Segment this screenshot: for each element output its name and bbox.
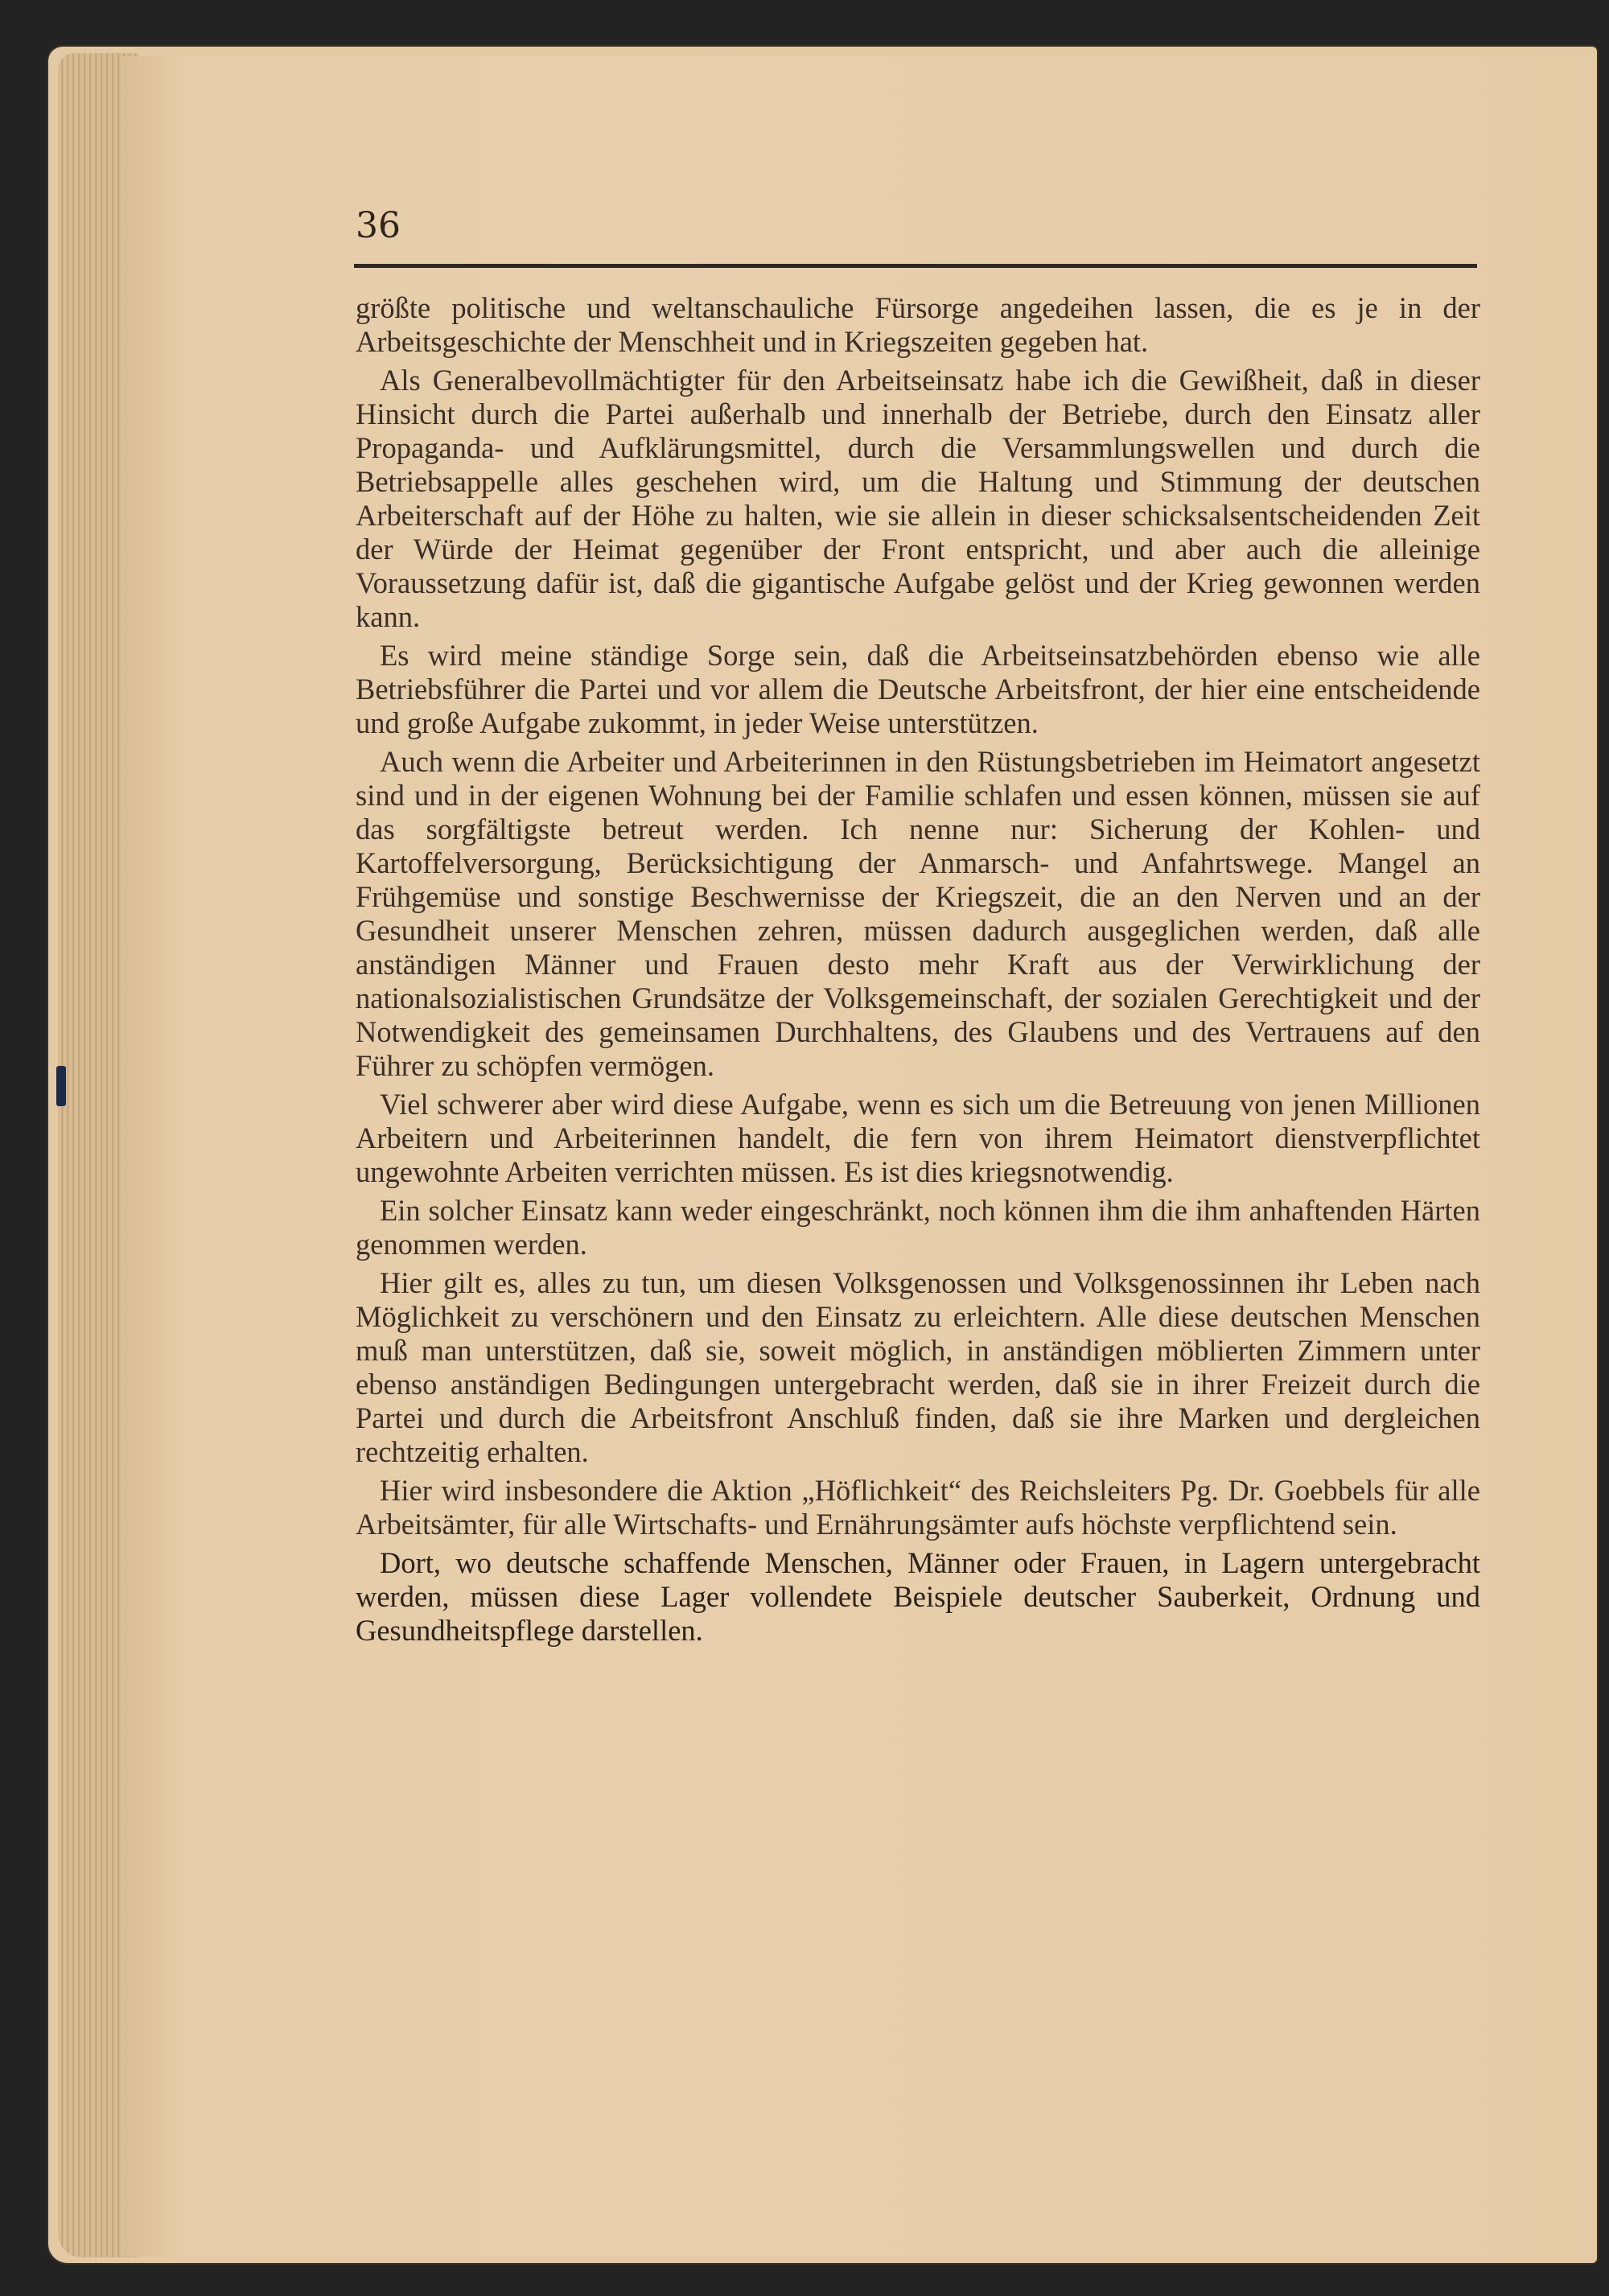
spine-mark	[56, 1066, 66, 1106]
paragraph: Ein solcher Einsatz kann weder eingeschränkt, noch können ihm die ihm anhaftenden Härten genommen werden.	[356, 1194, 1480, 1261]
paragraph: Hier gilt es, alles zu tun, um diesen Volksgenossen und Volksgenossinnen ihr Leben nach Möglichkeit zu verschönern und den Einsatz zu erleichtern. Alle diese deutschen Menschen muß man unterstützen, daß sie, soweit möglich, in anständigen möblierten Zimmern unter ebenso anständigen Bedingungen untergebracht werden, daß sie in ihrer Freizeit durch die Partei und durch die Arbeitsfront Anschluß finden, daß sie ihre Marken und dergleichen rechtzeitig erhalten.	[356, 1266, 1480, 1468]
paragraph: Auch wenn die Arbeiter und Arbeiterinnen in den Rüstungsbetrieben im Heimatort angesetzt sind und in der eigenen Wohnung bei der Familie schlafen und essen können, müssen sie auf das sorgfältigste betreut werden. Ich nenne nur: Sicherung der Kohlen- und Kartoffelversorgung, Berücksichtigung der Anmarsch- und Anfahrtswege. Mangel an Frühgemüse und sonstige Beschwernisse der Kriegszeit, die an den Nerven und an der Gesundheit unserer Menschen zehren, müssen dadurch ausgeglichen werden, daß alle anständigen Männer und Frauen desto mehr Kraft aus der Verwirklichung der nationalsozialistischen Grundsätze der Volksgemeinschaft, der sozialen Gerechtigkeit und der Notwendigkeit des gemeinsamen Durchhaltens, des Glaubens und des Vertrauens auf den Führer zu schöpfen vermögen.	[356, 745, 1480, 1082]
paragraph: Viel schwerer aber wird diese Aufgabe, wenn es sich um die Betreuung von jenen Millionen Arbeitern und Arbeiterinnen handelt, die fern von ihrem Heimatort dienstverpflichtet ungewohnte Arbeiten verrichten müssen. Es ist dies kriegsnotwendig.	[356, 1088, 1480, 1188]
page-number: 36	[356, 205, 401, 246]
paragraph: Als Generalbevollmächtigter für den Arbeitseinsatz habe ich die Gewißheit, daß in dieser Hinsicht durch die Partei außerhalb und innerhalb der Betriebe, durch den Einsatz aller Propaganda- und Aufklärungsmittel, durch die Versammlungswellen und durch die Betriebsappelle alles geschehen wird, um die Haltung und Stimmung der deutschen Arbeiterschaft auf der Höhe zu halten, wie sie allein in dieser schicksalsentscheidenden Zeit der Würde der Heimat gegenüber der Front entspricht, und aber auch die alleinige Voraussetzung dafür ist, daß die gigantische Aufgabe gelöst und der Krieg gewonnen werden kann.	[356, 364, 1480, 633]
body-text	[356, 291, 1480, 1652]
paragraph: Hier wird insbesondere die Aktion „Höflichkeit“ des Reichsleiters Pg. Dr. Goebbels für alle Arbeitsämter, für alle Wirtschafts- und Ernährungsämter aufs höchste verpflichtend sein.	[356, 1474, 1480, 1541]
paragraph: Es wird meine ständige Sorge sein, daß die Arbeitseinsatzbehörden ebenso wie alle Betriebsführer die Partei und vor allem die Deutsche Arbeitsfront, der hier eine entscheidende und große Aufgabe zukommt, in jeder Weise unterstützen.	[356, 639, 1480, 739]
paragraph: größte politische und weltanschauliche Fürsorge angedeihen lassen, die es je in der Arbeitsgeschichte der Menschheit und in Kriegszeiten gegeben hat.	[356, 291, 1480, 358]
header-rule	[354, 264, 1477, 268]
paragraph: Dort, wo deutsche schaffende Menschen, Männer oder Frauen, in Lagern untergebracht werden, müssen diese Lager vollendete Beispiele deutscher Sauberkeit, Ordnung und Gesundheitspflege darstellen.	[356, 1546, 1480, 1647]
